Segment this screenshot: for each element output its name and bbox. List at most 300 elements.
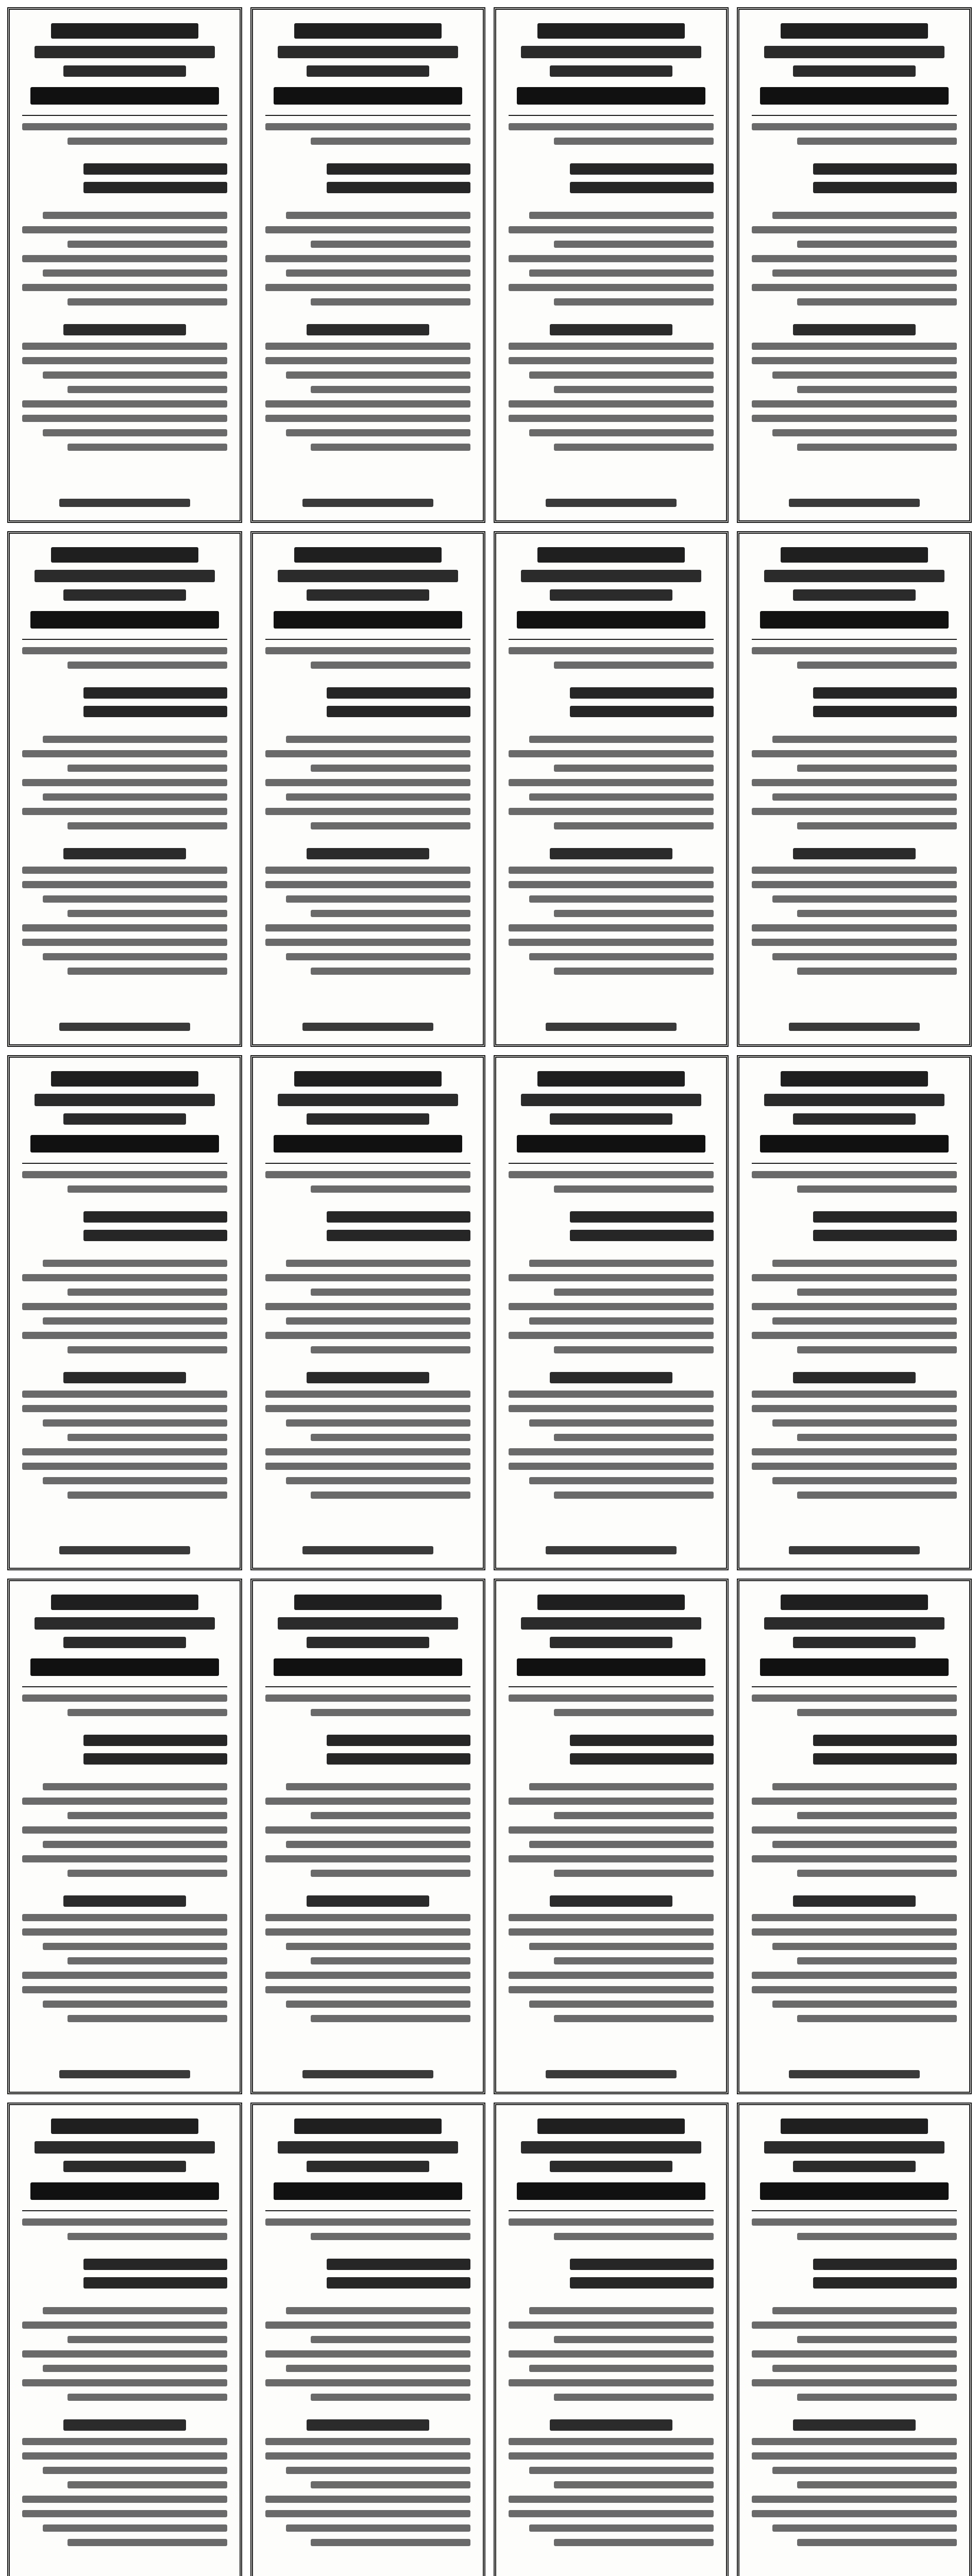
- text-line-placeholder: [43, 1841, 227, 1848]
- text-line-placeholder: [752, 2438, 957, 2445]
- text-line-placeholder: [752, 1855, 957, 1862]
- text-line-placeholder: [529, 1943, 714, 1950]
- text-line-placeholder: [286, 1317, 470, 1325]
- text-line-placeholder: [286, 736, 470, 743]
- text-line-placeholder: [752, 400, 957, 408]
- text-line-placeholder: [67, 1346, 227, 1353]
- text-line-placeholder: [274, 1658, 462, 1676]
- text-line-placeholder: [22, 1405, 227, 1412]
- text-line-placeholder: [22, 115, 227, 116]
- text-line-placeholder: [752, 343, 957, 350]
- text-line-placeholder: [43, 2524, 227, 2532]
- text-line-placeholder: [509, 284, 714, 291]
- text-line-placeholder: [67, 2539, 227, 2546]
- spacer: [752, 1361, 957, 1365]
- text-line-placeholder: [286, 1783, 470, 1790]
- text-line-placeholder: [570, 163, 714, 175]
- text-line-placeholder: [43, 2001, 227, 2008]
- text-line-placeholder: [772, 793, 957, 801]
- text-line-placeholder: [67, 1185, 227, 1193]
- text-line-placeholder: [83, 163, 227, 175]
- text-line-placeholder: [327, 687, 470, 699]
- text-line-placeholder: [307, 1113, 430, 1125]
- text-line-placeholder: [265, 1303, 470, 1310]
- text-line-placeholder: [302, 499, 434, 507]
- text-line-placeholder: [67, 1957, 227, 1964]
- text-line-placeholder: [772, 1477, 957, 1484]
- spacer: [22, 152, 227, 156]
- text-line-placeholder: [793, 2419, 916, 2431]
- text-line-placeholder: [67, 138, 227, 145]
- text-line-placeholder: [35, 570, 215, 582]
- text-line-placeholder: [286, 1841, 470, 1848]
- text-line-placeholder: [265, 1972, 470, 1979]
- spacer: [265, 1884, 470, 1888]
- text-line-placeholder: [772, 2001, 957, 2008]
- text-line-placeholder: [265, 647, 470, 654]
- text-line-placeholder: [752, 115, 957, 116]
- text-line-placeholder: [509, 1826, 714, 1834]
- text-line-placeholder: [265, 255, 470, 262]
- spacer: [265, 724, 470, 728]
- text-line-placeholder: [265, 939, 470, 946]
- text-line-placeholder: [311, 2015, 470, 2022]
- text-line-placeholder: [554, 241, 714, 248]
- text-line-placeholder: [22, 2218, 227, 2226]
- text-line-placeholder: [265, 2218, 470, 2226]
- text-line-placeholder: [797, 298, 957, 306]
- text-line-placeholder: [509, 779, 714, 786]
- text-line-placeholder: [265, 1798, 470, 1805]
- text-line-placeholder: [307, 589, 430, 601]
- text-line-placeholder: [286, 2307, 470, 2314]
- text-line-placeholder: [509, 2210, 714, 2211]
- text-line-placeholder: [278, 46, 458, 58]
- text-line-placeholder: [752, 2379, 957, 2386]
- text-line-placeholder: [67, 2394, 227, 2401]
- text-line-placeholder: [286, 2467, 470, 2474]
- text-line-placeholder: [760, 87, 949, 105]
- spacer: [509, 1772, 714, 1776]
- text-line-placeholder: [752, 123, 957, 130]
- text-line-placeholder: [294, 1071, 442, 1087]
- text-line-placeholder: [59, 1546, 191, 1554]
- text-line-placeholder: [554, 1185, 714, 1193]
- text-line-placeholder: [43, 953, 227, 960]
- text-line-placeholder: [554, 662, 714, 669]
- text-line-placeholder: [764, 1617, 944, 1630]
- spacer: [22, 837, 227, 841]
- text-line-placeholder: [67, 298, 227, 306]
- text-line-placeholder: [286, 269, 470, 277]
- text-line-placeholder: [529, 212, 714, 219]
- text-line-placeholder: [797, 1185, 957, 1193]
- text-line-placeholder: [772, 1841, 957, 1848]
- text-line-placeholder: [307, 2161, 430, 2172]
- text-line-placeholder: [22, 1332, 227, 1339]
- text-line-placeholder: [67, 386, 227, 393]
- text-line-placeholder: [772, 1943, 957, 1950]
- text-line-placeholder: [529, 2001, 714, 2008]
- text-line-placeholder: [265, 1986, 470, 1993]
- text-line-placeholder: [554, 1434, 714, 1441]
- text-line-placeholder: [529, 1260, 714, 1267]
- text-line-placeholder: [509, 1914, 714, 1921]
- text-line-placeholder: [793, 65, 916, 77]
- text-line-placeholder: [22, 1686, 227, 1687]
- text-line-placeholder: [517, 1658, 705, 1676]
- text-line-placeholder: [537, 1595, 685, 1610]
- text-line-placeholder: [509, 1855, 714, 1862]
- text-line-placeholder: [83, 1230, 227, 1241]
- text-line-placeholder: [327, 182, 470, 193]
- text-line-placeholder: [22, 123, 227, 130]
- text-line-placeholder: [752, 1332, 957, 1339]
- text-line-placeholder: [550, 324, 673, 335]
- legal-notice: [7, 2103, 242, 2576]
- legal-notice: [737, 7, 972, 523]
- text-line-placeholder: [22, 1972, 227, 1979]
- text-line-placeholder: [274, 611, 462, 629]
- text-line-placeholder: [22, 2210, 227, 2211]
- text-line-placeholder: [554, 2336, 714, 2343]
- text-line-placeholder: [760, 2182, 949, 2200]
- text-line-placeholder: [752, 1928, 957, 1936]
- text-line-placeholder: [752, 2218, 957, 2226]
- text-line-placeholder: [63, 589, 187, 601]
- text-line-placeholder: [509, 1986, 714, 1993]
- text-line-placeholder: [554, 1870, 714, 1877]
- spacer: [22, 1361, 227, 1365]
- spacer: [509, 2408, 714, 2412]
- spacer: [509, 1200, 714, 1204]
- legal-notice: [494, 1579, 729, 2094]
- text-line-placeholder: [772, 1783, 957, 1790]
- text-line-placeholder: [752, 1986, 957, 1993]
- legal-notice: [494, 7, 729, 523]
- text-line-placeholder: [286, 1943, 470, 1950]
- text-line-placeholder: [22, 1928, 227, 1936]
- text-line-placeholder: [752, 639, 957, 640]
- text-line-placeholder: [311, 1709, 470, 1716]
- text-line-placeholder: [22, 2496, 227, 2503]
- text-line-placeholder: [43, 1419, 227, 1427]
- text-line-placeholder: [509, 1463, 714, 1470]
- text-line-placeholder: [265, 2350, 470, 2358]
- spacer: [509, 1361, 714, 1365]
- text-line-placeholder: [797, 1709, 957, 1716]
- text-line-placeholder: [752, 881, 957, 888]
- text-line-placeholder: [813, 1211, 957, 1223]
- text-line-placeholder: [772, 1260, 957, 1267]
- text-line-placeholder: [265, 1171, 470, 1178]
- text-line-placeholder: [793, 324, 916, 335]
- text-line-placeholder: [554, 968, 714, 975]
- text-line-placeholder: [83, 182, 227, 193]
- text-line-placeholder: [509, 647, 714, 654]
- text-line-placeholder: [521, 1094, 701, 1106]
- spacer: [265, 200, 470, 205]
- text-line-placeholder: [67, 1870, 227, 1877]
- text-line-placeholder: [793, 1637, 916, 1648]
- text-line-placeholder: [509, 1694, 714, 1702]
- text-line-placeholder: [797, 1492, 957, 1499]
- text-line-placeholder: [529, 953, 714, 960]
- text-line-placeholder: [752, 2210, 957, 2211]
- spacer: [752, 1772, 957, 1776]
- text-line-placeholder: [752, 939, 957, 946]
- text-line-placeholder: [797, 2481, 957, 2488]
- text-line-placeholder: [265, 123, 470, 130]
- text-line-placeholder: [302, 2070, 434, 2078]
- text-line-placeholder: [764, 2141, 944, 2154]
- text-line-placeholder: [529, 429, 714, 436]
- text-line-placeholder: [278, 570, 458, 582]
- text-line-placeholder: [22, 226, 227, 233]
- text-line-placeholder: [265, 2438, 470, 2445]
- text-line-placeholder: [813, 2259, 957, 2270]
- text-line-placeholder: [286, 429, 470, 436]
- text-line-placeholder: [554, 386, 714, 393]
- text-line-placeholder: [22, 779, 227, 786]
- spacer: [509, 1723, 714, 1727]
- text-line-placeholder: [327, 1211, 470, 1223]
- text-line-placeholder: [509, 1972, 714, 1979]
- text-line-placeholder: [311, 444, 470, 451]
- text-line-placeholder: [63, 2419, 187, 2431]
- text-line-placeholder: [752, 2452, 957, 2460]
- text-line-placeholder: [22, 2379, 227, 2386]
- text-line-placeholder: [278, 2141, 458, 2154]
- text-line-placeholder: [789, 2070, 920, 2078]
- text-line-placeholder: [797, 2336, 957, 2343]
- text-line-placeholder: [22, 2350, 227, 2358]
- legal-notice: [250, 1579, 485, 2094]
- text-line-placeholder: [509, 1448, 714, 1455]
- text-line-placeholder: [265, 808, 470, 815]
- text-line-placeholder: [265, 284, 470, 291]
- text-line-placeholder: [554, 1957, 714, 1964]
- text-line-placeholder: [83, 1753, 227, 1765]
- text-line-placeholder: [67, 765, 227, 772]
- text-line-placeholder: [509, 1332, 714, 1339]
- text-line-placeholder: [22, 343, 227, 350]
- text-line-placeholder: [772, 2307, 957, 2314]
- text-line-placeholder: [517, 1135, 705, 1153]
- text-line-placeholder: [265, 2321, 470, 2329]
- text-line-placeholder: [752, 357, 957, 364]
- text-line-placeholder: [327, 2277, 470, 2289]
- text-line-placeholder: [265, 115, 470, 116]
- text-line-placeholder: [43, 1477, 227, 1484]
- text-line-placeholder: [797, 1957, 957, 1964]
- text-line-placeholder: [509, 867, 714, 874]
- text-line-placeholder: [22, 1303, 227, 1310]
- spacer: [509, 1884, 714, 1888]
- spacer: [22, 1884, 227, 1888]
- spacer: [22, 1772, 227, 1776]
- text-line-placeholder: [63, 1113, 187, 1125]
- text-line-placeholder: [67, 2336, 227, 2343]
- text-line-placeholder: [286, 1477, 470, 1484]
- text-line-placeholder: [311, 2336, 470, 2343]
- legal-notice: [7, 1579, 242, 2094]
- text-line-placeholder: [265, 357, 470, 364]
- legal-notice: [737, 531, 972, 1047]
- text-line-placeholder: [554, 2539, 714, 2546]
- text-line-placeholder: [554, 2481, 714, 2488]
- text-line-placeholder: [554, 1289, 714, 1296]
- text-line-placeholder: [752, 2321, 957, 2329]
- text-line-placeholder: [529, 895, 714, 903]
- text-line-placeholder: [311, 138, 470, 145]
- text-line-placeholder: [43, 371, 227, 379]
- text-line-placeholder: [311, 765, 470, 772]
- text-line-placeholder: [59, 499, 191, 507]
- text-line-placeholder: [554, 1812, 714, 1819]
- text-line-placeholder: [797, 444, 957, 451]
- text-line-placeholder: [752, 2510, 957, 2517]
- text-line-placeholder: [772, 2524, 957, 2532]
- text-line-placeholder: [529, 1419, 714, 1427]
- legal-notice: [7, 7, 242, 523]
- text-line-placeholder: [760, 1135, 949, 1153]
- text-line-placeholder: [286, 793, 470, 801]
- text-line-placeholder: [265, 1826, 470, 1834]
- text-line-placeholder: [67, 241, 227, 248]
- text-line-placeholder: [265, 226, 470, 233]
- text-line-placeholder: [797, 386, 957, 393]
- text-line-placeholder: [752, 1274, 957, 1281]
- text-line-placeholder: [83, 706, 227, 717]
- text-line-placeholder: [772, 2365, 957, 2372]
- text-line-placeholder: [311, 1957, 470, 1964]
- text-line-placeholder: [772, 1317, 957, 1325]
- spacer: [265, 1772, 470, 1776]
- text-line-placeholder: [265, 1448, 470, 1455]
- text-line-placeholder: [274, 87, 462, 105]
- text-line-placeholder: [22, 1171, 227, 1178]
- text-line-placeholder: [51, 1595, 199, 1610]
- text-line-placeholder: [797, 822, 957, 829]
- text-line-placeholder: [813, 1735, 957, 1746]
- text-line-placeholder: [278, 1617, 458, 1630]
- spacer: [509, 1248, 714, 1252]
- text-line-placeholder: [67, 2233, 227, 2240]
- text-line-placeholder: [509, 1686, 714, 1687]
- text-line-placeholder: [550, 2161, 673, 2172]
- legal-notice: [494, 2103, 729, 2576]
- text-line-placeholder: [509, 343, 714, 350]
- text-line-placeholder: [307, 65, 430, 77]
- text-line-placeholder: [311, 1346, 470, 1353]
- text-line-placeholder: [22, 1274, 227, 1281]
- spacer: [509, 200, 714, 205]
- text-line-placeholder: [781, 547, 929, 563]
- text-line-placeholder: [265, 343, 470, 350]
- text-line-placeholder: [509, 2218, 714, 2226]
- spacer: [509, 676, 714, 680]
- text-line-placeholder: [22, 1914, 227, 1921]
- spacer: [265, 1361, 470, 1365]
- text-line-placeholder: [554, 138, 714, 145]
- text-line-placeholder: [35, 46, 215, 58]
- text-line-placeholder: [43, 793, 227, 801]
- text-line-placeholder: [67, 1812, 227, 1819]
- text-line-placeholder: [781, 1071, 929, 1087]
- spacer: [752, 152, 957, 156]
- text-line-placeholder: [30, 87, 219, 105]
- text-line-placeholder: [570, 1735, 714, 1746]
- text-line-placeholder: [529, 371, 714, 379]
- text-line-placeholder: [752, 779, 957, 786]
- text-line-placeholder: [43, 2307, 227, 2314]
- text-line-placeholder: [752, 1914, 957, 1921]
- text-line-placeholder: [554, 1492, 714, 1499]
- text-line-placeholder: [311, 662, 470, 669]
- text-line-placeholder: [83, 687, 227, 699]
- text-line-placeholder: [509, 881, 714, 888]
- text-line-placeholder: [752, 647, 957, 654]
- text-line-placeholder: [509, 1391, 714, 1398]
- text-line-placeholder: [286, 1419, 470, 1427]
- text-line-placeholder: [509, 639, 714, 640]
- text-line-placeholder: [554, 444, 714, 451]
- text-line-placeholder: [752, 1303, 957, 1310]
- text-line-placeholder: [521, 2141, 701, 2154]
- text-line-placeholder: [67, 910, 227, 917]
- text-line-placeholder: [554, 1709, 714, 1716]
- text-line-placeholder: [265, 779, 470, 786]
- text-line-placeholder: [509, 1163, 714, 1164]
- text-line-placeholder: [22, 867, 227, 874]
- text-line-placeholder: [797, 1434, 957, 1441]
- spacer: [22, 200, 227, 205]
- text-line-placeholder: [550, 1895, 673, 1907]
- text-line-placeholder: [521, 1617, 701, 1630]
- spacer: [752, 1884, 957, 1888]
- text-line-placeholder: [59, 1023, 191, 1031]
- text-line-placeholder: [265, 1405, 470, 1412]
- text-line-placeholder: [43, 269, 227, 277]
- text-line-placeholder: [307, 1895, 430, 1907]
- text-line-placeholder: [781, 1595, 929, 1610]
- text-line-placeholder: [793, 1372, 916, 1383]
- text-line-placeholder: [327, 163, 470, 175]
- text-line-placeholder: [265, 1855, 470, 1862]
- text-line-placeholder: [307, 1372, 430, 1383]
- text-line-placeholder: [554, 2233, 714, 2240]
- text-line-placeholder: [772, 429, 957, 436]
- text-line-placeholder: [529, 736, 714, 743]
- legal-notice: [494, 1055, 729, 1571]
- text-line-placeholder: [793, 2161, 916, 2172]
- text-line-placeholder: [537, 1071, 685, 1087]
- spacer: [22, 676, 227, 680]
- text-line-placeholder: [307, 1637, 430, 1648]
- spacer: [752, 200, 957, 205]
- text-line-placeholder: [311, 1434, 470, 1441]
- text-line-placeholder: [63, 65, 187, 77]
- text-line-placeholder: [546, 499, 677, 507]
- text-line-placeholder: [509, 808, 714, 815]
- text-line-placeholder: [550, 2419, 673, 2431]
- text-line-placeholder: [764, 46, 944, 58]
- text-line-placeholder: [509, 939, 714, 946]
- text-line-placeholder: [67, 662, 227, 669]
- text-line-placeholder: [43, 1317, 227, 1325]
- spacer: [752, 2247, 957, 2251]
